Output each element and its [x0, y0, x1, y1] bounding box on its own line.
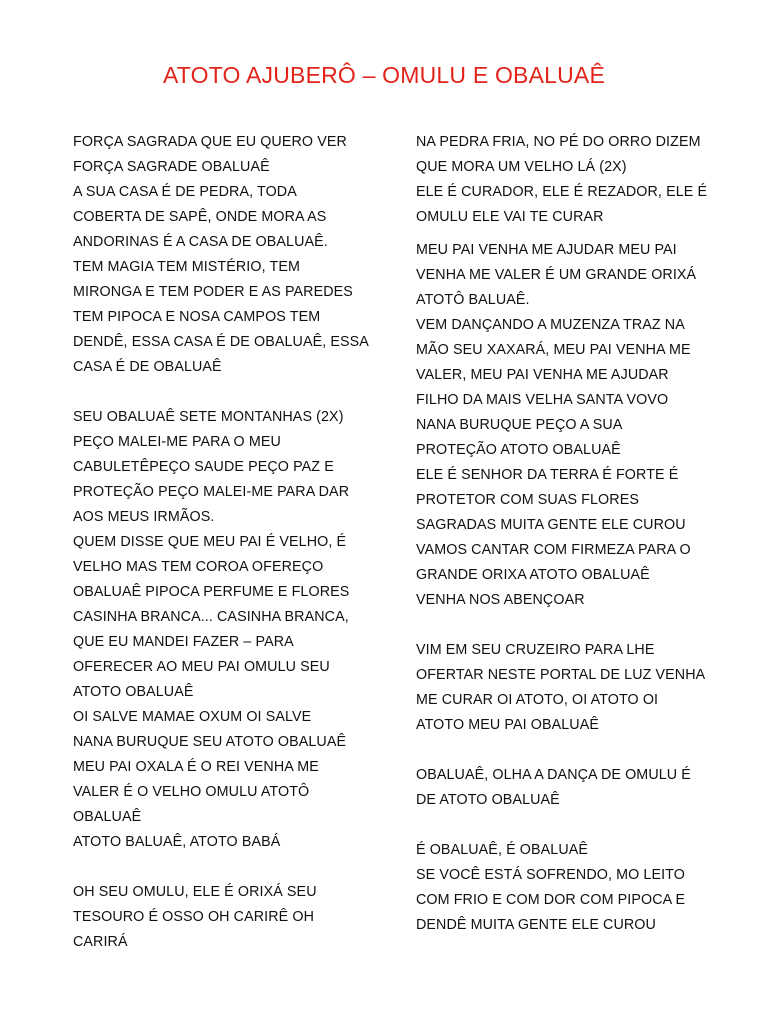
- lyric-line: PROTETOR COM SUAS FLORES: [416, 492, 639, 508]
- stanza-gap: [73, 380, 393, 405]
- lyric-line: ANDORINAS É A CASA DE OBALUAÊ.: [73, 234, 328, 250]
- lyric-line: OBALUAÊ PIPOCA PERFUME E FLORES: [73, 584, 350, 600]
- lyric-line: ATOTO MEU PAI OBALUAÊ: [416, 717, 599, 733]
- lyric-line: É OBALUAÊ, É OBALUAÊ: [416, 842, 589, 858]
- stanza: [416, 130, 726, 230]
- lyric-line: VEM DANÇANDO A MUZENZA TRAZ NA: [416, 317, 685, 333]
- lyric-line: OFERTAR NESTE PORTAL DE LUZ VENHA: [416, 667, 706, 683]
- stanza: [73, 405, 393, 855]
- lyric-line: OBALUAÊ, OLHA A DANÇA DE OMULU É: [416, 767, 691, 783]
- stanza-gap: [416, 738, 726, 763]
- stanza-gap: [416, 813, 726, 838]
- lyric-line: ELE É SENHOR DA TERRA É FORTE É: [416, 467, 679, 483]
- stanza: [416, 238, 726, 613]
- lyric-line: CASA É DE OBALUAÊ: [73, 359, 222, 375]
- lyric-line: MÃO SEU XAXARÁ, MEU PAI VENHA ME: [416, 342, 691, 358]
- lyric-line: QUE MORA UM VELHO LÁ (2X): [416, 159, 627, 175]
- lyric-line: OFERECER AO MEU PAI OMULU SEU: [73, 659, 330, 675]
- lyric-line: SAGRADAS MUITA GENTE ELE CUROU: [416, 517, 686, 533]
- lyric-line: MEU PAI OXALA É O REI VENHA ME: [73, 759, 319, 775]
- lyric-line: COBERTA DE SAPÊ, ONDE MORA AS: [73, 209, 327, 225]
- stanza: [416, 763, 726, 813]
- lyric-line: VALER É O VELHO OMULU ATOTÔ: [73, 784, 310, 800]
- lyric-line: QUEM DISSE QUE MEU PAI É VELHO, É: [73, 534, 347, 550]
- lyric-line: TEM MAGIA TEM MISTÉRIO, TEM: [73, 259, 300, 275]
- lyric-line: A SUA CASA É DE PEDRA, TODA: [73, 184, 297, 200]
- lyric-line: OH SEU OMULU, ELE É ORIXÁ SEU: [73, 884, 317, 900]
- lyric-line: GRANDE ORIXA ATOTO OBALUAÊ: [416, 567, 650, 583]
- lyric-line: VENHA NOS ABENÇOAR: [416, 592, 585, 608]
- stanza-gap: [416, 230, 726, 238]
- lyric-line: OBALUAÊ: [73, 809, 142, 825]
- lyric-line: ELE É CURADOR, ELE É REZADOR, ELE É: [416, 184, 708, 200]
- right-column: [416, 130, 726, 938]
- lyric-line: ATOTO BALUAÊ, ATOTO BABÁ: [73, 834, 281, 850]
- lyric-line: DE ATOTO OBALUAÊ: [416, 792, 560, 808]
- lyric-line: AOS MEUS IRMÃOS.: [73, 509, 215, 525]
- lyric-line: QUE EU MANDEI FAZER – PARA: [73, 634, 294, 650]
- stanza-gap: [416, 613, 726, 638]
- lyric-line: MIRONGA E TEM PODER E AS PAREDES: [73, 284, 353, 300]
- lyric-line: ME CURAR OI ATOTO, OI ATOTO OI: [416, 692, 659, 708]
- lyric-line: TEM PIPOCA E NOSA CAMPOS TEM: [73, 309, 321, 325]
- lyric-line: CABULETÊPEÇO SAUDE PEÇO PAZ E: [73, 459, 334, 475]
- lyric-line: FORÇA SAGRADA QUE EU QUERO VER: [73, 134, 347, 150]
- lyric-line: DENDÊ MUITA GENTE ELE CUROU: [416, 917, 656, 933]
- lyric-line: ATOTÔ BALUAÊ.: [416, 292, 530, 308]
- lyric-line: DENDÊ, ESSA CASA É DE OBALUAÊ, ESSA: [73, 334, 369, 350]
- lyric-line: NANA BURUQUE PEÇO A SUA: [416, 417, 623, 433]
- stanza: [73, 880, 393, 955]
- lyric-line: VENHA ME VALER É UM GRANDE ORIXÁ: [416, 267, 697, 283]
- left-column: [73, 130, 393, 955]
- lyric-line: VALER, MEU PAI VENHA ME AJUDAR: [416, 367, 669, 383]
- stanza-gap: [73, 855, 393, 880]
- lyric-line: FILHO DA MAIS VELHA SANTA VOVO: [416, 392, 669, 408]
- stanza: [416, 838, 726, 938]
- lyric-line: VELHO MAS TEM COROA OFEREÇO: [73, 559, 324, 575]
- lyric-line: ATOTO OBALUAÊ: [73, 684, 194, 700]
- lyric-line: MEU PAI VENHA ME AJUDAR MEU PAI: [416, 242, 677, 258]
- lyric-line: TESOURO É OSSO OH CARIRÊ OH: [73, 909, 315, 925]
- lyric-line: PROTEÇÃO ATOTO OBALUAÊ: [416, 442, 621, 458]
- stanza: [73, 130, 393, 380]
- lyric-line: OMULU ELE VAI TE CURAR: [416, 209, 604, 225]
- lyric-line: PROTEÇÃO PEÇO MALEI-ME PARA DAR: [73, 484, 350, 500]
- lyric-line: COM FRIO E COM DOR COM PIPOCA E: [416, 892, 686, 908]
- lyric-line: VAMOS CANTAR COM FIRMEZA PARA O: [416, 542, 691, 558]
- lyric-line: PEÇO MALEI-ME PARA O MEU: [73, 434, 281, 450]
- page-title: ATOTO AJUBERÔ – OMULU E OBALUAÊ: [162, 62, 606, 88]
- lyric-line: FORÇA SAGRADE OBALUAÊ: [73, 159, 270, 175]
- lyric-line: VIM EM SEU CRUZEIRO PARA LHE: [416, 642, 655, 658]
- stanza: [416, 638, 726, 738]
- lyric-line: CASINHA BRANCA... CASINHA BRANCA,: [73, 609, 349, 625]
- lyric-line: SEU OBALUAÊ SETE MONTANHAS (2X): [73, 409, 344, 425]
- lyric-line: CARIRÁ: [73, 934, 128, 950]
- lyric-line: NANA BURUQUE SEU ATOTO OBALUAÊ: [73, 734, 347, 750]
- lyric-line: SE VOCÊ ESTÁ SOFRENDO, MO LEITO: [416, 867, 685, 883]
- lyric-line: OI SALVE MAMAE OXUM OI SALVE: [73, 709, 312, 725]
- lyric-line: NA PEDRA FRIA, NO PÉ DO ORRO DIZEM: [416, 134, 701, 150]
